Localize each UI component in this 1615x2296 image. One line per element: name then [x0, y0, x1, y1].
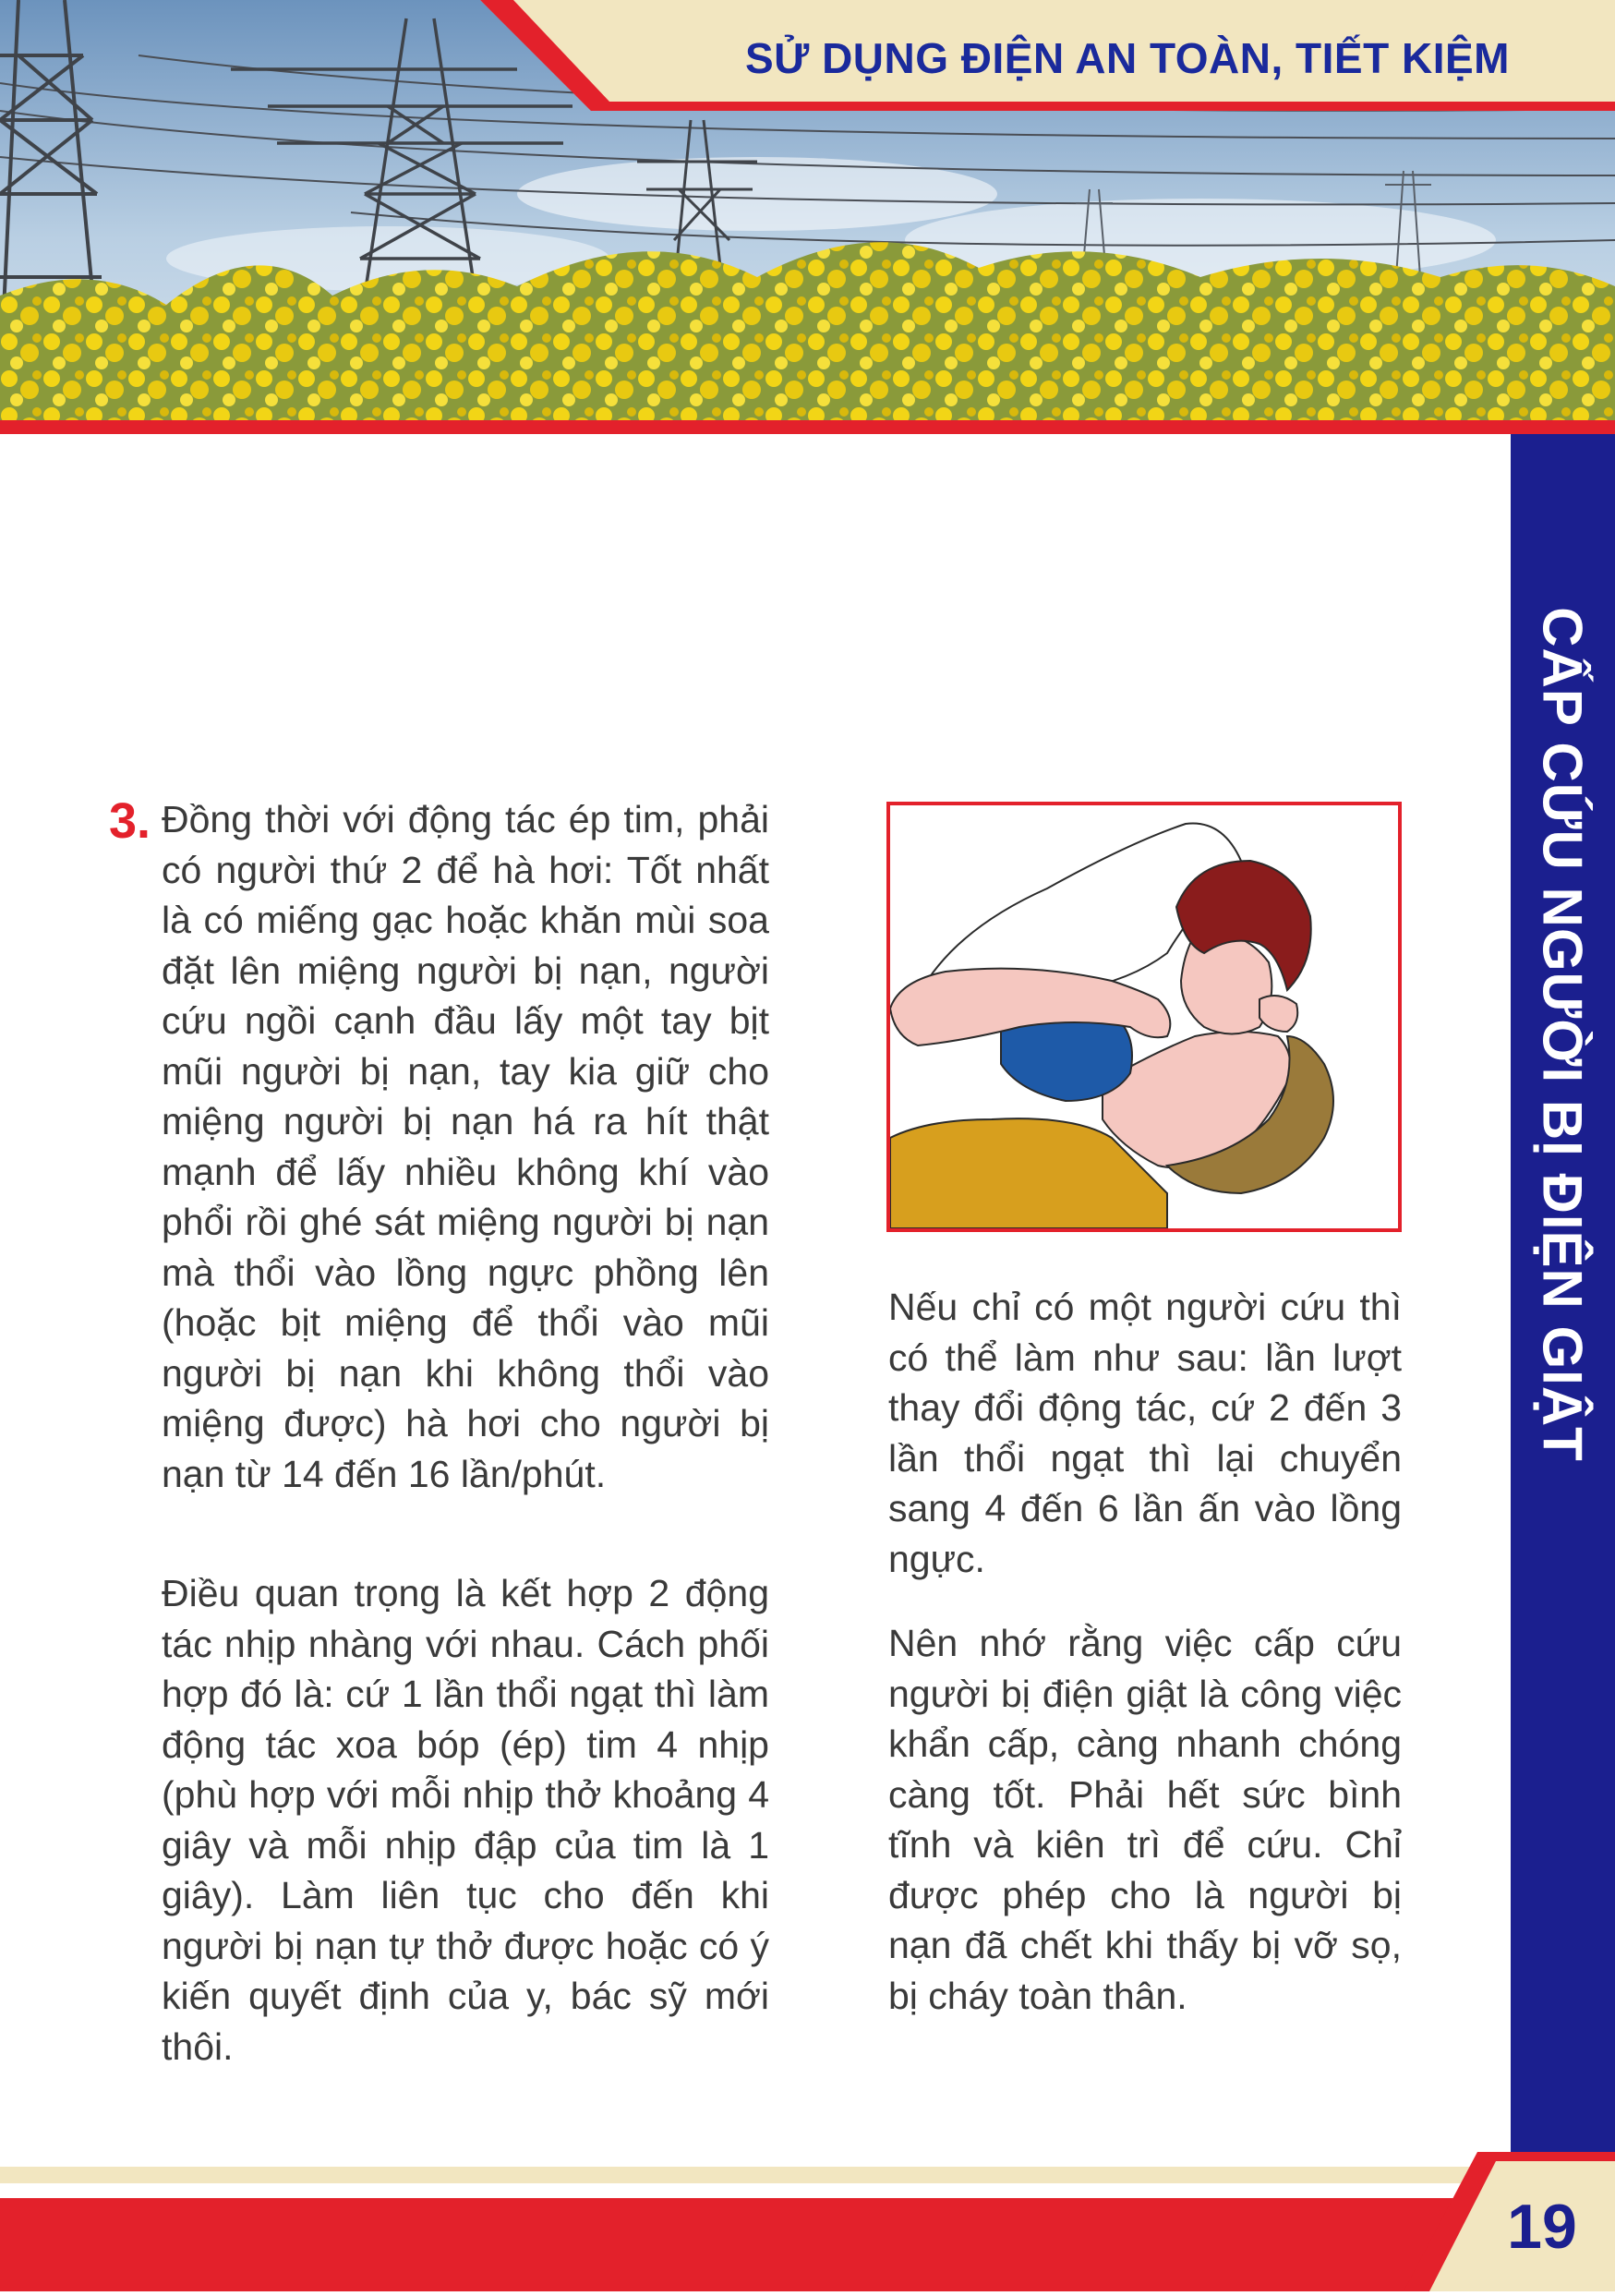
step-3-paragraph: Đồng thời với động tác ép tim, phải có người thứ 2 để hà hơi: Tốt nhất là có miếng gạc hoặc khăn mùi soa đặt lên miệng người bị nạn, người cứu ngồi cạnh đầu lấy một tay bịt mũi người bị nạn, tay kia giữ cho miệng người bị nạn há ra hít thật mạnh để lấy nhiều không khí vào phổi rồi ghé sát miệng người bị nạn mà thổi vào lồng ngực phồng lên (hoặc bịt miệng để thổi vào mũi người bị nạn khi không thổi vào miệng được) hà hơi cho người bị nạn từ 14 đến 16 lần/phút.	[162, 798, 769, 1495]
reminder-paragraph: Nên nhớ rằng việc cấp cứu người bị điện giật là công việc khẩn cấp, càng nhanh chóng càng tốt. Phải hết sức bình tĩnh và kiên trì để cứu. Chỉ được phép cho là người bị nạn đã chết khi thấy bị vỡ sọ, bị cháy toàn thân.	[888, 1622, 1402, 2017]
footer-band	[0, 2152, 1615, 2291]
sidebar-title: CẤP CỨU NGƯỜI BỊ ĐIỆN GIẬT	[1531, 607, 1594, 1462]
single-rescuer-paragraph: Nếu chỉ có một người cứu thì có thể làm như sau: lần lượt thay đổi động tác, cứ 2 đến 3 lần thổi ngạt thì lại chuyển sang 4 đến 6 lần ấn vào lồng ngực.	[888, 1286, 1402, 1580]
step-number: 3.	[109, 793, 151, 849]
header-title: SỬ DỤNG ĐIỆN AN TOÀN, TIẾT KIỆM	[744, 34, 1510, 82]
coordination-paragraph: Điều quan trọng là kết hợp 2 động tác nhịp nhàng với nhau. Cách phối hợp đó là: cứ 1 lần thổi ngạt thì làm động tác xoa bóp (ép) tim 4 nhịp (phù hợp với mỗi nhịp thở khoảng 4 giây và mỗi nhịp đập của tim là 1 giây). Làm liên tục cho đến khi người bị nạn tự thở được hoặc có ý kiến quyết định của y, bác sỹ mới thôi.	[162, 1572, 769, 2068]
footer-stripes	[0, 2152, 1615, 2291]
resuscitation-illustration	[886, 802, 1402, 1232]
page-number: 19	[1507, 2192, 1577, 2262]
mouth-to-mouth-illustration	[890, 805, 1398, 1228]
